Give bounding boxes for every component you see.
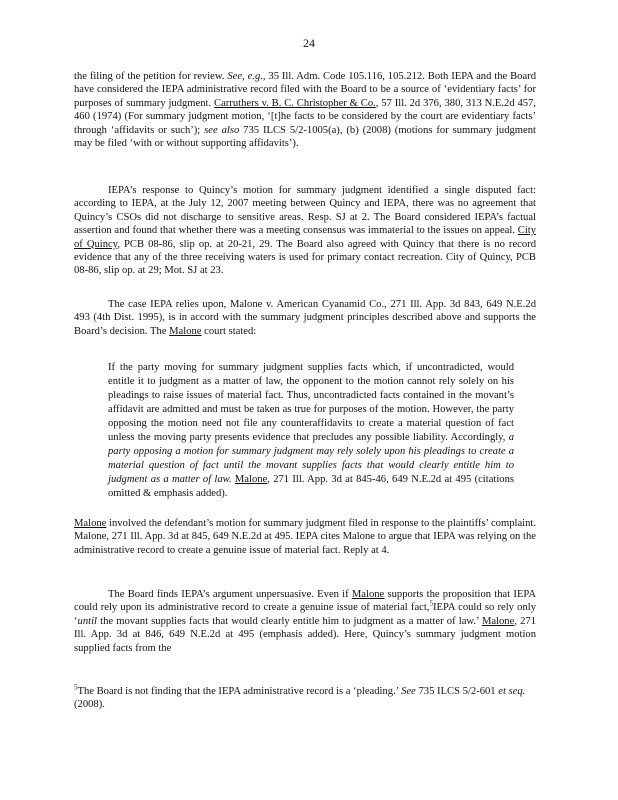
p3-text: The case IEPA relies upon, Malone v. American Cyanamid Co., 271 Ill. App. 3d 843, 649 N.E.2d 493 (4th Dist. 1995), is in accord with the summary judgment principles described above and supports the Board’s decision. The (74, 299, 536, 337)
block-quote (108, 361, 514, 502)
paragraph-malone-case (74, 298, 536, 338)
p2-text-a: IEPA’s response to Quincy’s motion for summary judgment identified a single disputed fact: according to IEPA, at the July 12, 2007 meeting between Quincy and IEPA, there was no agreement that Quincy’s CSOs did not discharge to sensitive areas. Resp. SJ at 2. The Board considered IEPA’s factual assertion and found that whether there was a meeting consensus was immaterial to the issues on appeal. (74, 185, 536, 237)
p5-text-b: supports the proposition that IEPA could rely upon its administrative record to create a genuine issue of material fact, (74, 589, 536, 614)
footnote-text-a: The Board is not finding that the IEPA administrative record is a ‘pleading.’ (77, 686, 399, 697)
p5-emphasis-until: until (77, 615, 97, 627)
p1-text-c: , 57 Ill. 2d 376, 380, 313 N.E.2d 457, 460 (1974) (For summary judgment motion, ‘[t]he facts to be considered by the court are evidentiary facts’ through ‘affidavits or such’); (74, 97, 537, 136)
paragraph-board-finds (74, 588, 536, 655)
p2-case-quincy: City of Quincy (74, 225, 536, 250)
p1-text-d: 735 ILCS 5/2-1005(a), (b) (2008) (motions for summary judgment may be filed ‘with or without supporting affidavits’). (74, 124, 536, 150)
quote-text-b: , 271 Ill. App. 3d at 845-46, 649 N.E.2d at 495 (citations omitted & emphasis added). (108, 474, 514, 500)
p5-text-d: the movant supplies facts that would clearly entitle him to judgment as a matter of law.’ (100, 615, 479, 627)
footnote-divider (74, 676, 212, 677)
p3-case-malone: Malone (169, 325, 202, 337)
p5-text-c: IEPA could so rely only ‘ (74, 602, 536, 627)
quote-case-malone: Malone (234, 474, 268, 486)
p2-text-b: , PCB 08-86, slip op. at 20-21, 29. The Board also agreed with Quincy that there is no record evidence that any of the three receiving waters is used for primary contact recreation. City of Quincy, PCB 08-86, slip op. at 29; Mot. SJ at 23. (74, 238, 536, 277)
p3-text-end: court stated: (204, 325, 257, 337)
paragraph-iepa-response (74, 184, 536, 278)
p1-see-also: see also (204, 124, 240, 136)
p5-case-malone-2: Malone (481, 615, 515, 627)
footnote-mark: 5 (74, 683, 78, 692)
footnote-reference[interactable]: 5 (429, 599, 433, 608)
quote-text-a: If the party moving for summary judgment supplies facts which, if uncontradicted, would entitle it to judgment as a matter of law, the opponent to the motion cannot rely solely on his pleadings to raise issues of material fact. Thus, uncontradicted facts contained in the movant’s affidavit are admitted and must be taken as true for purposes of the motion. However, the party opposing the motion need not file any counteraffidavits to create a material question of fact unless the moving party presents evidence that precludes any possible liability. Accordingly, (108, 361, 514, 444)
page-number: 24 (303, 36, 315, 50)
quote-emphasis: a party opposing a motion for summary judgment may rely solely upon his pleadings to create a material question of fact until the movant supplies facts that would clearly entitle him to judgment as a matter of law. (108, 432, 515, 486)
p4-case-malone: Malone (74, 518, 107, 529)
p5-text-e: , 271 Ill. App. 3d at 846, 649 N.E.2d at 495 (emphasis added). Here, Quincy’s summary judgment motion supplied facts from the (74, 615, 537, 654)
p1-text-b: , 35 Ill. Adm. Code 105.116, 105.212. Both IEPA and the Board have considered the IEPA administrative record filed with the Board to be a source of ‘evidentiary facts’ for purposes of summary judgment. (74, 71, 536, 109)
p1-text-a: the filing of the petition for review. (74, 71, 225, 82)
paragraph-malone-involved (74, 517, 536, 557)
p1-case-carruthers: Carruthers v. B. C. Christopher & Co. (214, 97, 376, 109)
footnote-et-seq: et seq. (498, 686, 526, 697)
paragraph-evidentiary-facts (74, 70, 536, 150)
footnote-see: See (401, 686, 416, 697)
p5-case-malone-1: Malone (351, 589, 385, 600)
footnote-text-b: 735 ILCS 5/2-601 (418, 686, 496, 697)
p4-text: involved the defendant’s motion for summary judgment filed in response to the plaintiffs’ complaint. Malone, 271 Ill. App. 3d at 845, 649 N.E.2d at 495. IEPA cites Malone to argue that IEPA was relying on the administrative record to create a genuine issue of material fact. Reply at 4. (74, 518, 536, 556)
footnote (74, 685, 534, 712)
p5-text-a: The Board finds IEPA’s argument unpersuasive. Even if (108, 589, 349, 600)
p1-see-eg: See, e.g. (227, 71, 263, 82)
footnote-text-c: (2008). (74, 699, 105, 711)
